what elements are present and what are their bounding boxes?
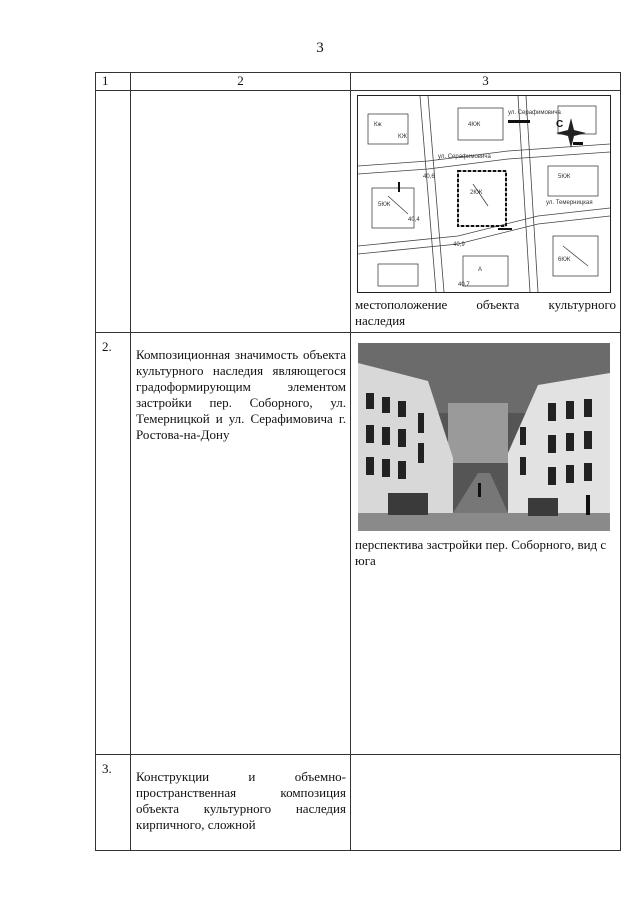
map-label: 2КЖ (470, 190, 483, 196)
row-caption: местоположение объекта культурного наследия (355, 297, 616, 328)
location-map (357, 95, 611, 293)
map-drawing (358, 96, 610, 292)
page-number: 3 (316, 40, 324, 56)
heritage-table (95, 72, 621, 851)
row-description: Композиционная значимость объекта культурного наследия являющегося градоформирующим элементом застройки пер. Соборного, ул. Темерницкой и ул. Серафимовича г. Ростова-на-Дону (131, 333, 351, 755)
map-label: 40,7 (458, 282, 470, 288)
header-col-3: 3 (351, 73, 621, 91)
map-label: 5КЖ (558, 174, 571, 180)
map-label: А (478, 267, 483, 273)
map-label: КЖ (398, 134, 408, 140)
row-illustration (351, 755, 621, 851)
map-label: 40,6 (423, 174, 435, 180)
street-photo-drawing (358, 343, 610, 531)
header-col-1: 1 (96, 73, 131, 91)
map-label: 4КЖ (468, 122, 481, 128)
row-illustration (351, 91, 621, 333)
map-label: 40,9 (453, 242, 465, 248)
table-row (96, 91, 621, 333)
map-north-label: С (556, 119, 564, 130)
row-illustration (351, 333, 621, 755)
table-row (96, 333, 621, 755)
row-description: Конструкции и объемно-пространственная композиция объекта культурного наследия кирпичного, сложной (131, 755, 351, 851)
header-col-2: 2 (131, 73, 351, 91)
row-description (131, 91, 351, 333)
row-caption: перспектива застройки пер. Соборного, вид с юга (355, 537, 607, 568)
map-label: 40,4 (408, 217, 420, 223)
map-label: ул. Серафимовича (508, 110, 561, 116)
street-photo (358, 343, 610, 531)
row-number: 2. (96, 333, 131, 755)
map-label: Кж (374, 122, 382, 128)
map-label: ул. Серафимовича (438, 154, 491, 160)
map-label: 5КЖ (378, 202, 391, 208)
map-label: 6КЖ (558, 257, 571, 263)
table-row (96, 755, 621, 851)
row-number (96, 91, 131, 333)
table-header-row (96, 73, 621, 91)
map-label: ул. Темерницкая (546, 200, 593, 206)
row-number: 3. (96, 755, 131, 851)
